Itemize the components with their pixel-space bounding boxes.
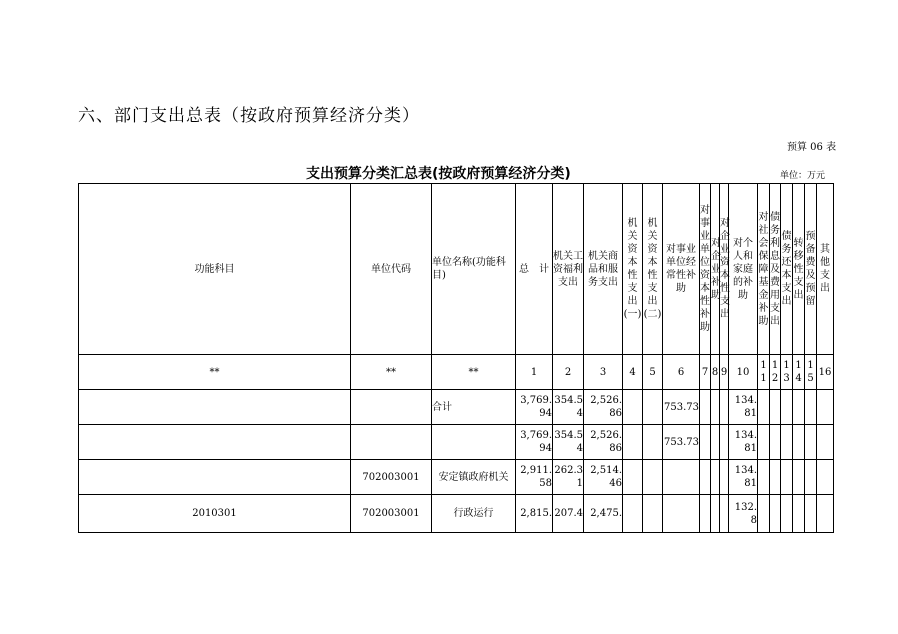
header-code: 单位代码 <box>351 184 432 355</box>
cell-c5 <box>643 390 663 425</box>
cell-c3: 2,475. <box>584 495 623 533</box>
header-c7: 对事业单位资本性补助 <box>700 184 711 355</box>
cell-code <box>351 390 432 425</box>
index-cell: 3 <box>584 355 623 390</box>
cell-code <box>351 425 432 460</box>
cell-c15 <box>805 495 817 533</box>
cell-total: 2,815. <box>516 495 553 533</box>
cell-c6 <box>663 495 700 533</box>
cell-c5 <box>643 425 663 460</box>
index-cell: 10 <box>729 355 758 390</box>
cell-c11 <box>758 460 770 495</box>
cell-c14 <box>793 425 805 460</box>
index-cell: ** <box>432 355 516 390</box>
header-c5: 机关资本性支出(二) <box>643 184 663 355</box>
table-row <box>79 460 834 495</box>
cell-c14 <box>793 390 805 425</box>
cell-c14 <box>793 495 805 533</box>
cell-c9 <box>720 495 729 533</box>
cell-c2: 207.4 <box>553 495 584 533</box>
index-cell: 5 <box>643 355 663 390</box>
cell-c10: 134.81 <box>729 425 758 460</box>
index-cell: ** <box>351 355 432 390</box>
cell-code: 702003001 <box>351 460 432 495</box>
cell-c4 <box>623 495 643 533</box>
cell-name: 安定镇政府机关 <box>432 460 516 495</box>
cell-func <box>79 390 351 425</box>
cell-c10: 132.8 <box>729 495 758 533</box>
cell-name: 行政运行 <box>432 495 516 533</box>
index-cell: 7 <box>700 355 711 390</box>
cell-c5 <box>643 495 663 533</box>
cell-c13 <box>781 390 793 425</box>
header-c3: 机关商品和服务支出 <box>584 184 623 355</box>
cell-c9 <box>720 390 729 425</box>
cell-c12 <box>770 425 781 460</box>
header-c11: 对社会保障基金补助 <box>758 184 770 355</box>
cell-c10: 134.81 <box>729 390 758 425</box>
index-cell: 1 <box>516 355 553 390</box>
cell-c4 <box>623 460 643 495</box>
cell-total: 3,769.94 <box>516 425 553 460</box>
index-cell: 14 <box>793 355 805 390</box>
unit-label: 单位：万元 <box>780 171 826 181</box>
index-cell: 16 <box>817 355 834 390</box>
cell-c10: 134.81 <box>729 460 758 495</box>
cell-c9 <box>720 425 729 460</box>
cell-c16 <box>817 425 834 460</box>
cell-c3: 2,514.46 <box>584 460 623 495</box>
cell-c13 <box>781 425 793 460</box>
cell-c15 <box>805 390 817 425</box>
table-row <box>79 390 834 425</box>
header-c6: 对事业单位经常性补助 <box>663 184 700 355</box>
index-cell: 8 <box>711 355 720 390</box>
header-c15: 预备费及预留 <box>805 184 817 355</box>
cell-c15 <box>805 425 817 460</box>
cell-name: 合计 <box>432 390 516 425</box>
cell-c3: 2,526.86 <box>584 390 623 425</box>
header-c8: 对企业补助 <box>711 184 720 355</box>
table-row <box>79 425 834 460</box>
cell-c11 <box>758 495 770 533</box>
cell-c2: 262.31 <box>553 460 584 495</box>
cell-total: 2,911.58 <box>516 460 553 495</box>
header-row <box>79 184 834 355</box>
cell-c8 <box>711 495 720 533</box>
cell-c13 <box>781 495 793 533</box>
table-title: 支出预算分类汇总表(按政府预算经济分类) <box>306 166 571 182</box>
header-total: 总 计 <box>516 184 553 355</box>
cell-c4 <box>623 390 643 425</box>
header-c14: 转移性支出 <box>793 184 805 355</box>
cell-c3: 2,526.86 <box>584 425 623 460</box>
header-c10: 对个人和家庭的补助 <box>729 184 758 355</box>
header-c9: 对企业资本性支出 <box>720 184 729 355</box>
cell-c12 <box>770 495 781 533</box>
cell-c7 <box>700 425 711 460</box>
header-c12: 债务利息及费用支出 <box>770 184 781 355</box>
index-cell: 11 <box>758 355 770 390</box>
header-c2: 机关工资福利支出 <box>553 184 584 355</box>
cell-code: 702003001 <box>351 495 432 533</box>
cell-c15 <box>805 460 817 495</box>
index-cell: 2 <box>553 355 584 390</box>
cell-c11 <box>758 425 770 460</box>
header-name: 单位名称(功能科目) <box>432 184 516 355</box>
index-cell: 9 <box>720 355 729 390</box>
index-cell: ** <box>79 355 351 390</box>
expenditure-table <box>78 183 834 533</box>
cell-c11 <box>758 390 770 425</box>
header-c4: 机关资本性支出(一) <box>623 184 643 355</box>
cell-total: 3,769.94 <box>516 390 553 425</box>
index-cell: 4 <box>623 355 643 390</box>
header-func: 功能科目 <box>79 184 351 355</box>
section-title: 六、部门支出总表（按政府预算经济分类） <box>78 106 420 126</box>
cell-c4 <box>623 425 643 460</box>
cell-c7 <box>700 495 711 533</box>
cell-c16 <box>817 390 834 425</box>
cell-c12 <box>770 390 781 425</box>
index-cell: 13 <box>781 355 793 390</box>
cell-c13 <box>781 460 793 495</box>
cell-c16 <box>817 460 834 495</box>
cell-func <box>79 425 351 460</box>
cell-c7 <box>700 460 711 495</box>
form-number: 预算 06 表 <box>787 142 837 153</box>
cell-name <box>432 425 516 460</box>
table-row <box>79 495 834 533</box>
cell-c8 <box>711 425 720 460</box>
cell-c12 <box>770 460 781 495</box>
cell-c16 <box>817 495 834 533</box>
index-cell: 12 <box>770 355 781 390</box>
cell-c2: 354.54 <box>553 390 584 425</box>
cell-c5 <box>643 460 663 495</box>
cell-func <box>79 460 351 495</box>
cell-c6: 753.73 <box>663 425 700 460</box>
cell-c6 <box>663 460 700 495</box>
cell-c6: 753.73 <box>663 390 700 425</box>
header-c16: 其他支出 <box>817 184 834 355</box>
cell-c9 <box>720 460 729 495</box>
cell-c7 <box>700 390 711 425</box>
cell-c8 <box>711 390 720 425</box>
index-row <box>79 355 834 390</box>
cell-c8 <box>711 460 720 495</box>
index-cell: 6 <box>663 355 700 390</box>
cell-func: 2010301 <box>79 495 351 533</box>
cell-c14 <box>793 460 805 495</box>
index-cell: 15 <box>805 355 817 390</box>
cell-c2: 354.54 <box>553 425 584 460</box>
header-c13: 债务还本支出 <box>781 184 793 355</box>
